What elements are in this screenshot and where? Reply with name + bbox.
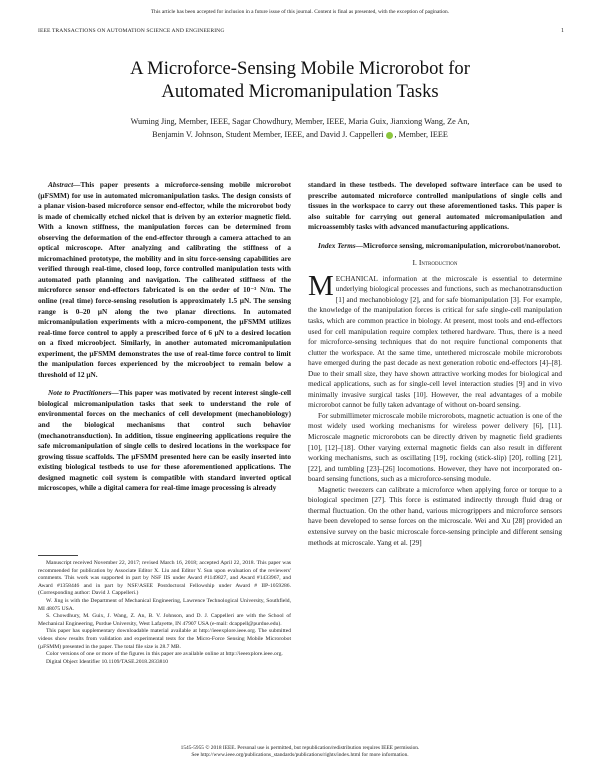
note-to-practitioners — [38, 388, 291, 493]
authors-line-1: Wuming Jing, Member, IEEE, Sagar Chowdhury, Member, IEEE, Maria Guix, Jianxiong Wang, Ze An, — [130, 117, 470, 126]
footnote-authors: S. Chowdhury, M. Guix, J. Wang, Z. An, B. V. Johnson, and D. J. Cappelleri are with the School of Mechanical Engineering, Purdue University, West Lafayette, IN 47907 USA (e-mail: dcappell@purdue.edu). — [38, 613, 291, 627]
footnote-divider — [38, 555, 78, 556]
title-line-2: Automated Micromanipulation Tasks — [161, 81, 439, 102]
footnote-jing: W. Jing is with the Department of Mechanical Engineering, Lawrence Technological University, Southfield, MI 48075 USA. — [38, 597, 291, 612]
footnotes — [38, 546, 291, 666]
footnote-doi: Digital Object Identifier 10.1109/TASE.2018.2833810 — [46, 658, 169, 665]
intro-paragraph-1 — [308, 269, 562, 411]
intro-paragraph-2: For submillimeter microscale mobile microrobots, magnetic actuation is one of the most widely used working mechanisms for wireless power delivery [6], [11]. Microscale magnetic microrobots can be directly driven by magnetic field gradients [10], [12]–[18]. Other varying external magnetic fields can also result in different working mechanisms, such as oscillating [19], rocking (stick-slip) [20], rolling [21], [22], and tumbling [23]–[26] locomotions. However, they have not incorporated on-board sensing functions, such as a microforce-sensing module. — [308, 410, 562, 484]
intro-paragraph-1-text: ECHANICAL information at the microscale is essential to determine underlying biological processes and functions, such as mechanotransduction [1] and mechanobiology [2], and for safe biomanipulation [3]. For example, the knowledge of the manipulation forces is critical for safe single-cell manipulation tasks, which are common practice in biology. At present, most tools and end-effectors used for cell manipulation require complex tethered hardware. Thus, there is a need for microforce-sensing techniques that do not require functional components that clutter the workspace. At the same time, untethered microscale mobile microrobots have emerged during the past decade as next generation robotic end-effectors [4]–[8]. Due to their small size, they have shown attractive working modes for biological and medical applications, such as for single-cell level interaction studies [9] and in vivo minimally invasive surgical tasks [10]. However, the real advantages of a mobile microrobot cannot be fully taken advantage of without on-board sensing. — [308, 273, 562, 410]
left-column — [38, 180, 291, 494]
orcid-icon[interactable] — [386, 132, 393, 139]
right-column — [308, 180, 562, 548]
running-head: IEEE TRANSACTIONS ON AUTOMATION SCIENCE AND ENGINEERING — [38, 28, 225, 34]
authors-line-2-suffix: , Member, IEEE — [394, 130, 448, 139]
footer-line-2: See http://www.ieee.org/publications_standards/publications/rights/index.html for more information. — [191, 752, 409, 759]
footnote-supplementary: This paper has supplementary downloadable material available at http://ieeexplore.ieee.org. The submitted videos show results from validation and experimental tests for the Micro-Force Sensing Mobile Microrobot (µFSMM) presented in the paper. The total file size is 28.7 MB. — [38, 628, 291, 650]
abstract-label: Abstract— — [48, 180, 81, 189]
practitioners-continued: standard in these testbeds. The developed software interface can be used to prescribe automated microforce controlled manipulations of single cells and tissues in the workspace to carry out these aforementioned tasks. This paper is also suitable for carrying out general automated micromanipulation and microassembly tasks with advanced manufacturing applications. — [308, 180, 562, 232]
footer-line-1: 1545-5955 © 2018 IEEE. Personal use is permitted, but republication/redistribution requires IEEE permission. — [180, 745, 420, 751]
copyright-footer — [0, 745, 600, 760]
footnote-manuscript: Manuscript received November 22, 2017; revised March 16, 2018; accepted April 22, 2018. This paper was recommended for publication by Associate Editor X. Liu and Editor Y. Sun upon evaluation of the reviewers' comments. This work was supported in part by NSF IIS under Award #1149827, and Award #1433967, and Award #1358446 and in part by NSF/ASEE Postdoctoral Fellowship under Award # IIP-1059286. (Corresponding author: David J. Cappelleri.) — [38, 560, 291, 597]
authors-line-2-text: Benjamin V. Johnson, Student Member, IEEE, and David J. Cappelleri — [152, 130, 384, 139]
drop-cap: M — [308, 269, 334, 302]
footnote-color: Color versions of one or more of the figures in this paper are available online at http://ieeexplore.ieee.org. — [46, 651, 283, 658]
title-line-1: A Microforce-Sensing Mobile Microrobot for — [130, 58, 470, 79]
index-terms-label: Index Terms— — [318, 240, 363, 250]
intro-paragraph-3: Magnetic tweezers can calibrate a microforce when applying force or torque to a biological specimen [27]. This force is estimated indirectly through fluid drag or thermal fluctuation. On the other hand, various microgrippers and microforce sensors have been developed to sense forces on the microscale. Wei and Xu [28] provided an extensive survey on the basic microscale force-sensing principle and different sensing methods at microscale. Yang et al. [29] — [308, 484, 562, 547]
practitioners-label: Note to Practitioners— — [48, 388, 119, 398]
acceptance-note: This article has been accepted for inclusion in a future issue of this journal. Content is final as presented, with the exception of pagination. — [150, 9, 450, 15]
authors-line-2 — [50, 128, 550, 141]
index-terms — [308, 241, 562, 252]
paper-title — [30, 57, 570, 103]
abstract-text: This paper presents a microforce-sensing mobile microrobot (µFSMM) for use in automated micromanipulation tasks. The design consists of a planar vision-based microforce sensor end-effector, while the microrobot body is made of chemically etched nickel that is driven by an exterior magnetic field. With a known stiffness, the manipulation forces can be determined from observing the deformation of the end-effector through a camera attached to an optical microscope. After analyzing and calibrating the stiffness of a micromachined prototype, the mobility and in situ force-sensing capabilities are verified through real-time, closed loop, force controlled manipulation tests with automated path planning and navigation. The calibrated stiffness of the microforce sensor end-effectors fabricated is on the order of 10⁻³ N/m. The online (real time) force-sensing resolution is approximately 1.5 µN. The sensing range is 0–20 µN along the two planar directions. In automated micromanipulation experiments with a micro-component, the µFSMM utilizes real-time force control to apply a prescribed force of 6 µN to a desired location on a fixed microobject. Similarly, in another automated micromanipulation experiment, the µFSMM demonstrates the use of real-time force control to limit the manipulation forces experienced by the microobject to remain below a threshold of 12 µN. — [38, 180, 291, 379]
index-terms-text: Microforce sensing, micromanipulation, microrobot/nanorobot. — [362, 240, 561, 250]
section-heading: I. Introduction — [412, 258, 458, 268]
author-list — [50, 115, 550, 141]
abstract — [38, 180, 291, 380]
page-number: 1 — [561, 28, 564, 34]
practitioners-text: This paper was motivated by recent interest single-cell biological micromanipulation tasks that seek to understand the role of environmental forces on the mechanics of cell development (mechanobiology) and the biological mechanisms that control such behavior (mechanotransduction). In addition, tissue engineering applications require the safe micromanipulation of single cells to desired locations in the workspace for growing tissue scaffolds. The µFSMM presented here can be easily inserted into existing biological testbeds to use for these aforementioned applications. The designed magnetic coil system is compatible with standard inverted optical microscopes, while a digital camera for real-time image processing is already — [38, 388, 291, 493]
